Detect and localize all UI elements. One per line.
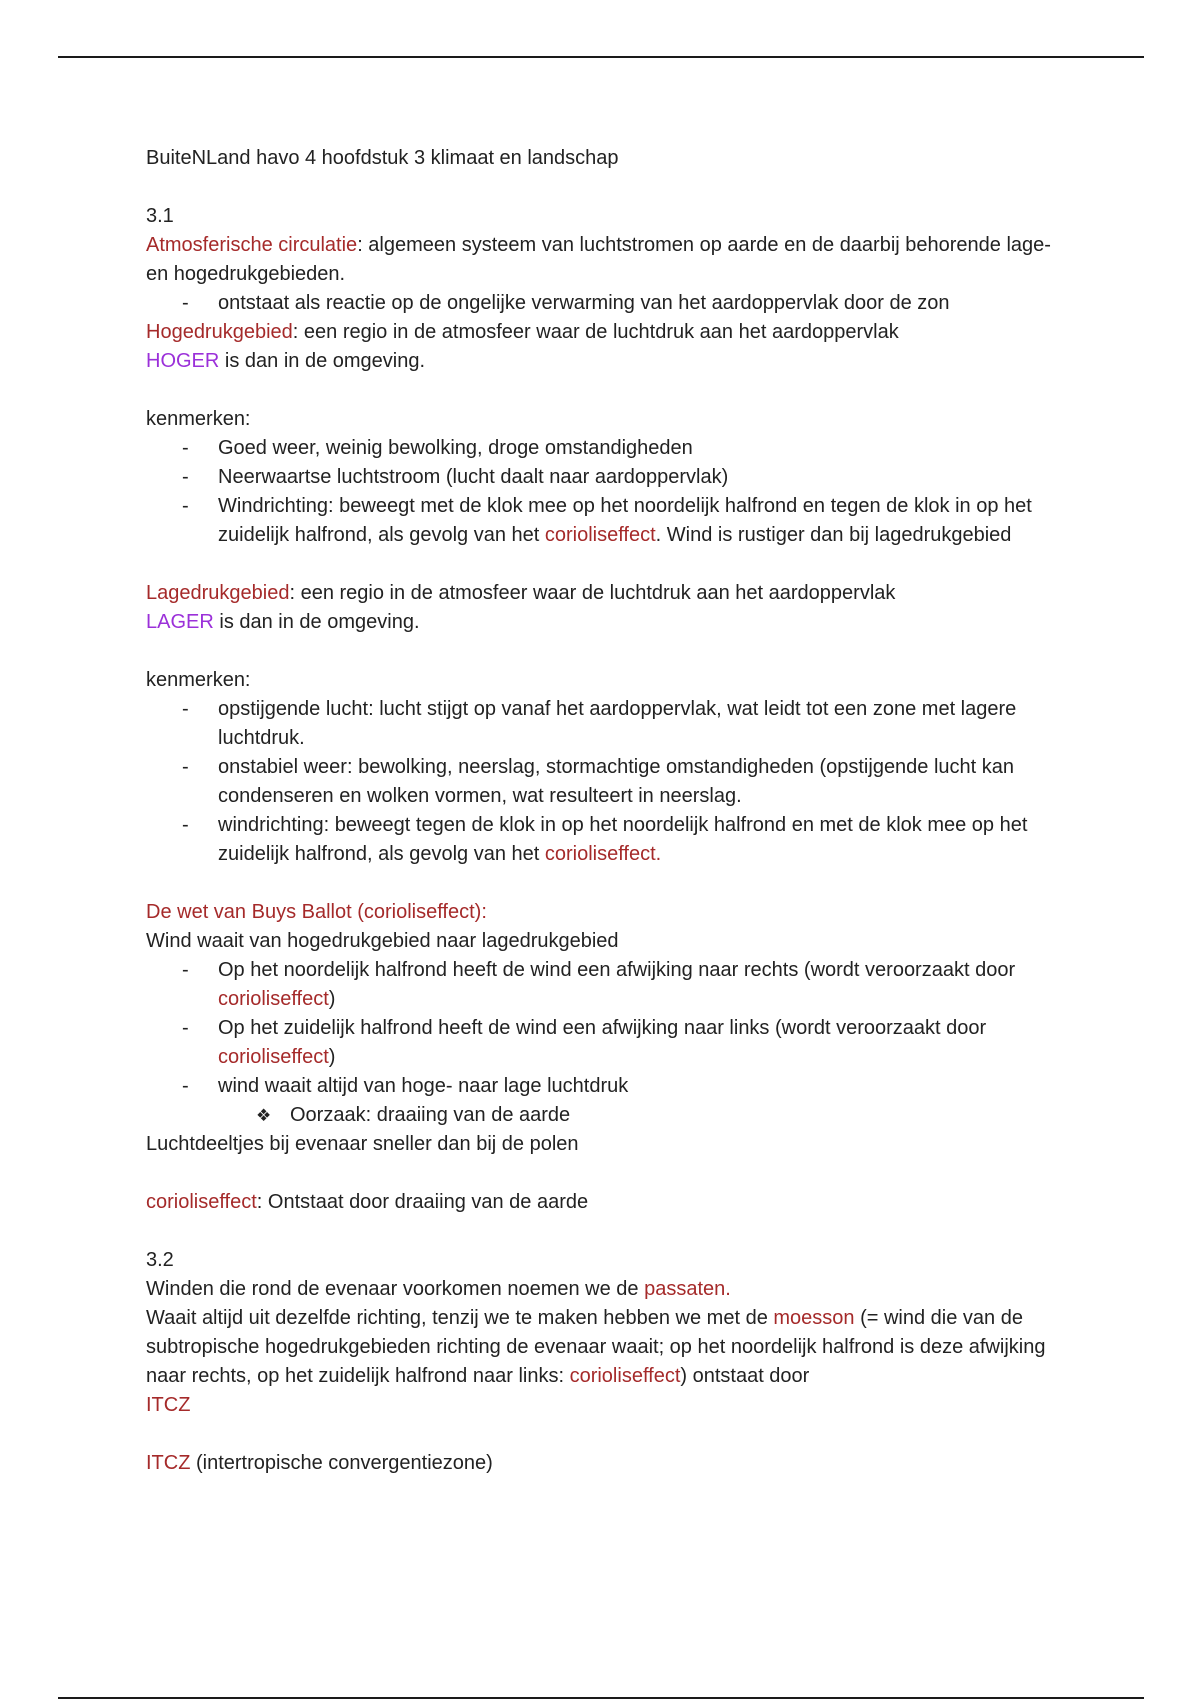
word-hoger: HOGER — [146, 350, 220, 372]
coriolis-definition: corioliseffect: Ontstaat door draaiing van de aarde — [146, 1191, 589, 1213]
atmos-definition: Atmosferische circulatie: algemeen systeem van luchtstromen op aarde en de daarbij behorende lage- en hogedrukgebieden. — [146, 234, 1051, 285]
top-rule — [58, 56, 1144, 58]
dash-bullet: - — [182, 292, 189, 314]
term-itcz: ITCZ — [146, 1452, 191, 1474]
term-moesson: moesson — [773, 1307, 855, 1329]
dash-bullet: - — [182, 495, 189, 517]
list-item: - Op het noordelijk halfrond heeft de wind een afwijking naar rechts (wordt veroorzaakt door corioliseffect) — [146, 956, 1066, 1014]
moesson-paragraph: Waait altijd uit dezelfde richting, tenzij we te maken hebben we met de moesson (= wind die van de subtropische hogedrukgebieden richting de evenaar waait; op het noordelijk halfrond is deze afwijking naar rechts, op het zuidelijk halfrond naar links: corioliseffect) ontstaat door ITCZ — [146, 1307, 1046, 1416]
list-item: - windrichting: beweegt tegen de klok in op het noordelijk halfrond en met de klok mee op het zuidelijk halfrond, als gevolg van het corioliseffect. — [146, 811, 1066, 869]
list-item: - wind waait altijd van hoge- naar lage luchtdruk — [146, 1072, 1066, 1101]
dash-bullet: - — [182, 814, 189, 836]
kenmerken-label: kenmerken: — [146, 669, 251, 691]
term-itcz: ITCZ — [146, 1394, 191, 1416]
list-item: - Neerwaartse luchtstroom (lucht daalt naar aardoppervlak) — [146, 463, 1066, 492]
section-heading-3-2: 3.2 — [146, 1249, 174, 1271]
list-item: - opstijgende lucht: lucht stijgt op vanaf het aardoppervlak, wat leidt tot een zone met lagere luchtdruk. — [146, 695, 1066, 753]
word-lager: LAGER — [146, 611, 214, 633]
document-title: BuiteNLand havo 4 hoofdstuk 3 klimaat en landschap — [146, 147, 619, 169]
term-atmos: Atmosferische circulatie — [146, 234, 358, 256]
dash-bullet: - — [182, 1075, 189, 1097]
laag-definition-cont: LAGER is dan in de omgeving. — [146, 611, 420, 633]
term-hoog: Hogedrukgebied — [146, 321, 293, 343]
dash-bullet: - — [182, 756, 189, 778]
buys-ballot-after: Luchtdeeltjes bij evenaar sneller dan bij de polen — [146, 1133, 579, 1155]
term-passaten: passaten. — [644, 1278, 731, 1300]
dash-bullet: - — [182, 1017, 189, 1039]
buys-ballot-line: Wind waait van hogedrukgebied naar lagedrukgebied — [146, 930, 619, 952]
document-body — [146, 144, 1066, 1478]
dash-bullet: - — [182, 959, 189, 981]
term-coriolis: corioliseffect — [146, 1191, 257, 1213]
buys-ballot-heading: De wet van Buys Ballot (corioliseffect): — [146, 901, 487, 923]
list-item: - Windrichting: beweegt met de klok mee op het noordelijk halfrond en tegen de klok in op het zuidelijk halfrond, als gevolg van het corioliseffect. Wind is rustiger dan bij lagedrukgebied — [146, 492, 1066, 550]
dash-bullet: - — [182, 698, 189, 720]
list-item: - ontstaat als reactie op de ongelijke verwarming van het aardoppervlak door de zon — [146, 289, 1066, 318]
hoog-definition: Hogedrukgebied: een regio in de atmosfeer waar de luchtdruk aan het aardoppervlak — [146, 321, 899, 343]
list-item: - Goed weer, weinig bewolking, droge omstandigheden — [146, 434, 1066, 463]
term-coriolis: corioliseffect. — [544, 843, 662, 865]
term-laag: Lagedrukgebied — [146, 582, 290, 604]
passaten-line: Winden die rond de evenaar voorkomen noemen we de passaten. — [146, 1278, 731, 1300]
list-item: - Op het zuidelijk halfrond heeft de wind een afwijking naar links (wordt veroorzaakt door corioliseffect) — [146, 1014, 1066, 1072]
sub-list-item: ❖ Oorzaak: draaiing van de aarde — [146, 1101, 1066, 1130]
hoog-definition-cont: HOGER is dan in de omgeving. — [146, 350, 426, 372]
list-item: - onstabiel weer: bewolking, neerslag, stormachtige omstandigheden (opstijgende lucht kan condenseren en wolken vormen, wat resulteert in neerslag. — [146, 753, 1066, 811]
term-coriolis: corioliseffect — [218, 1046, 329, 1068]
bottom-rule — [58, 1697, 1144, 1699]
term-coriolis: corioliseffect — [544, 524, 656, 546]
dash-bullet: - — [182, 437, 189, 459]
dash-bullet: - — [182, 466, 189, 488]
term-coriolis: corioliseffect — [569, 1365, 681, 1387]
section-heading-3-1: 3.1 — [146, 205, 174, 227]
diamond-bullet-icon: ❖ — [256, 1106, 272, 1125]
term-coriolis: corioliseffect — [218, 988, 329, 1010]
kenmerken-label: kenmerken: — [146, 408, 251, 430]
laag-definition: Lagedrukgebied: een regio in de atmosfeer waar de luchtdruk aan het aardoppervlak — [146, 582, 896, 604]
itcz-definition: ITCZ (intertropische convergentiezone) — [146, 1452, 493, 1474]
